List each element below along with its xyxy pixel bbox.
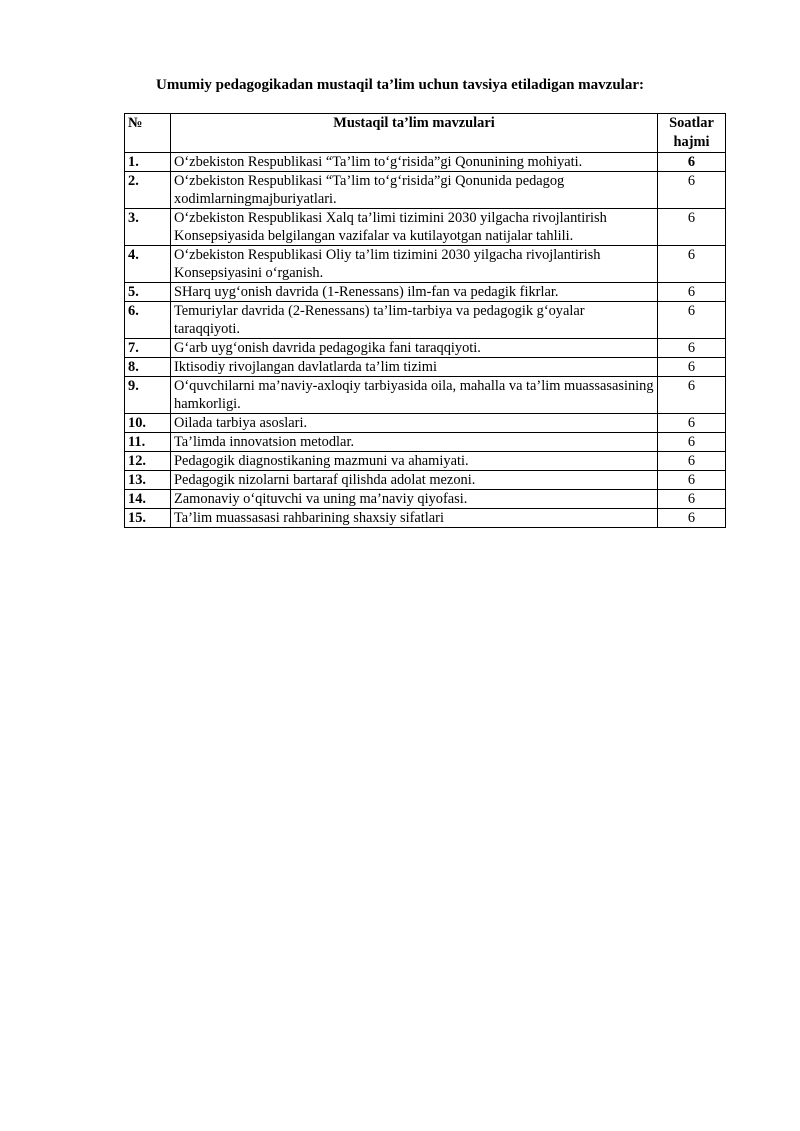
- row-hours: 6: [658, 452, 726, 471]
- row-hours: 6: [658, 209, 726, 246]
- row-topic: Temuriylar davrida (2-Renessans) ta’lim-tarbiya va pedagogik g‘oyalar taraqqiyoti.: [171, 302, 658, 339]
- row-topic: Pedagogik diagnostikaning mazmuni va ahamiyati.: [171, 452, 658, 471]
- table-row: [125, 153, 726, 172]
- header-topic: Mustaqil ta’lim mavzulari: [171, 114, 658, 153]
- row-hours: 6: [658, 433, 726, 452]
- table-row: [125, 339, 726, 358]
- row-number: 2.: [125, 172, 171, 209]
- table-row: [125, 302, 726, 339]
- row-topic: Ta’lim muassasasi rahbarining shaxsiy sifatlari: [171, 509, 658, 528]
- row-number: 6.: [125, 302, 171, 339]
- row-number: 8.: [125, 358, 171, 377]
- row-topic: Zamonaviy o‘qituvchi va uning ma’naviy qiyofasi.: [171, 490, 658, 509]
- row-number: 15.: [125, 509, 171, 528]
- row-topic: Pedagogik nizolarni bartaraf qilishda adolat mezoni.: [171, 471, 658, 490]
- row-number: 14.: [125, 490, 171, 509]
- row-topic: O‘zbekiston Respublikasi “Ta’lim to‘g‘risida”gi Qonunida pedagog xodimlarningmajburiyatlari.: [171, 172, 658, 209]
- row-hours: 6: [658, 302, 726, 339]
- table-row: [125, 209, 726, 246]
- row-number: 10.: [125, 414, 171, 433]
- row-topic: Oilada tarbiya asoslari.: [171, 414, 658, 433]
- row-number: 9.: [125, 377, 171, 414]
- row-hours: 6: [658, 246, 726, 283]
- row-number: 7.: [125, 339, 171, 358]
- table-row: [125, 452, 726, 471]
- row-topic: Ta’limda innovatsion metodlar.: [171, 433, 658, 452]
- table-row: [125, 246, 726, 283]
- row-hours: 6: [658, 153, 726, 172]
- table-header-row: [125, 114, 726, 153]
- row-number: 3.: [125, 209, 171, 246]
- row-topic: O‘zbekiston Respublikasi Xalq ta’limi tizimini 2030 yilgacha rivojlantirish Konsepsiyasida belgilangan vazifalar va kutilayotgan natijalar tahlili.: [171, 209, 658, 246]
- topics-table: [124, 113, 726, 528]
- row-topic: Iktisodiy rivojlangan davlatlarda ta’lim tizimi: [171, 358, 658, 377]
- header-number: №: [125, 114, 171, 153]
- row-hours: 6: [658, 339, 726, 358]
- row-topic: SHarq uyg‘onish davrida (1-Renessans) ilm-fan va pedagik fikrlar.: [171, 283, 658, 302]
- row-hours: 6: [658, 509, 726, 528]
- table-row: [125, 433, 726, 452]
- table-row: [125, 509, 726, 528]
- row-number: 12.: [125, 452, 171, 471]
- row-topic: O‘zbekiston Respublikasi Oliy ta’lim tizimini 2030 yilgacha rivojlantirish Konsepsiyasini o‘rganish.: [171, 246, 658, 283]
- row-hours: 6: [658, 358, 726, 377]
- table-row: [125, 414, 726, 433]
- row-hours: 6: [658, 172, 726, 209]
- row-hours: 6: [658, 490, 726, 509]
- row-number: 11.: [125, 433, 171, 452]
- row-hours: 6: [658, 471, 726, 490]
- table-row: [125, 490, 726, 509]
- row-topic: G‘arb uyg‘onish davrida pedagogika fani taraqqiyoti.: [171, 339, 658, 358]
- row-topic: O‘zbekiston Respublikasi “Ta’lim to‘g‘risida”gi Qonunining mohiyati.: [171, 153, 658, 172]
- row-number: 5.: [125, 283, 171, 302]
- table-row: [125, 172, 726, 209]
- row-topic: O‘quvchilarni ma’naviy-axloqiy tarbiyasida oila, mahalla va ta’lim muassasasining hamkorligi.: [171, 377, 658, 414]
- table-row: [125, 471, 726, 490]
- row-number: 4.: [125, 246, 171, 283]
- row-number: 1.: [125, 153, 171, 172]
- table-row: [125, 377, 726, 414]
- table-row: [125, 283, 726, 302]
- row-hours: 6: [658, 377, 726, 414]
- page-title: Umumiy pedagogikadan mustaqil ta’lim uchun tavsiya etiladigan mavzular:: [156, 77, 644, 93]
- row-hours: 6: [658, 414, 726, 433]
- row-hours: 6: [658, 283, 726, 302]
- header-hours: Soatlar hajmi: [658, 114, 726, 153]
- row-number: 13.: [125, 471, 171, 490]
- table-row: [125, 358, 726, 377]
